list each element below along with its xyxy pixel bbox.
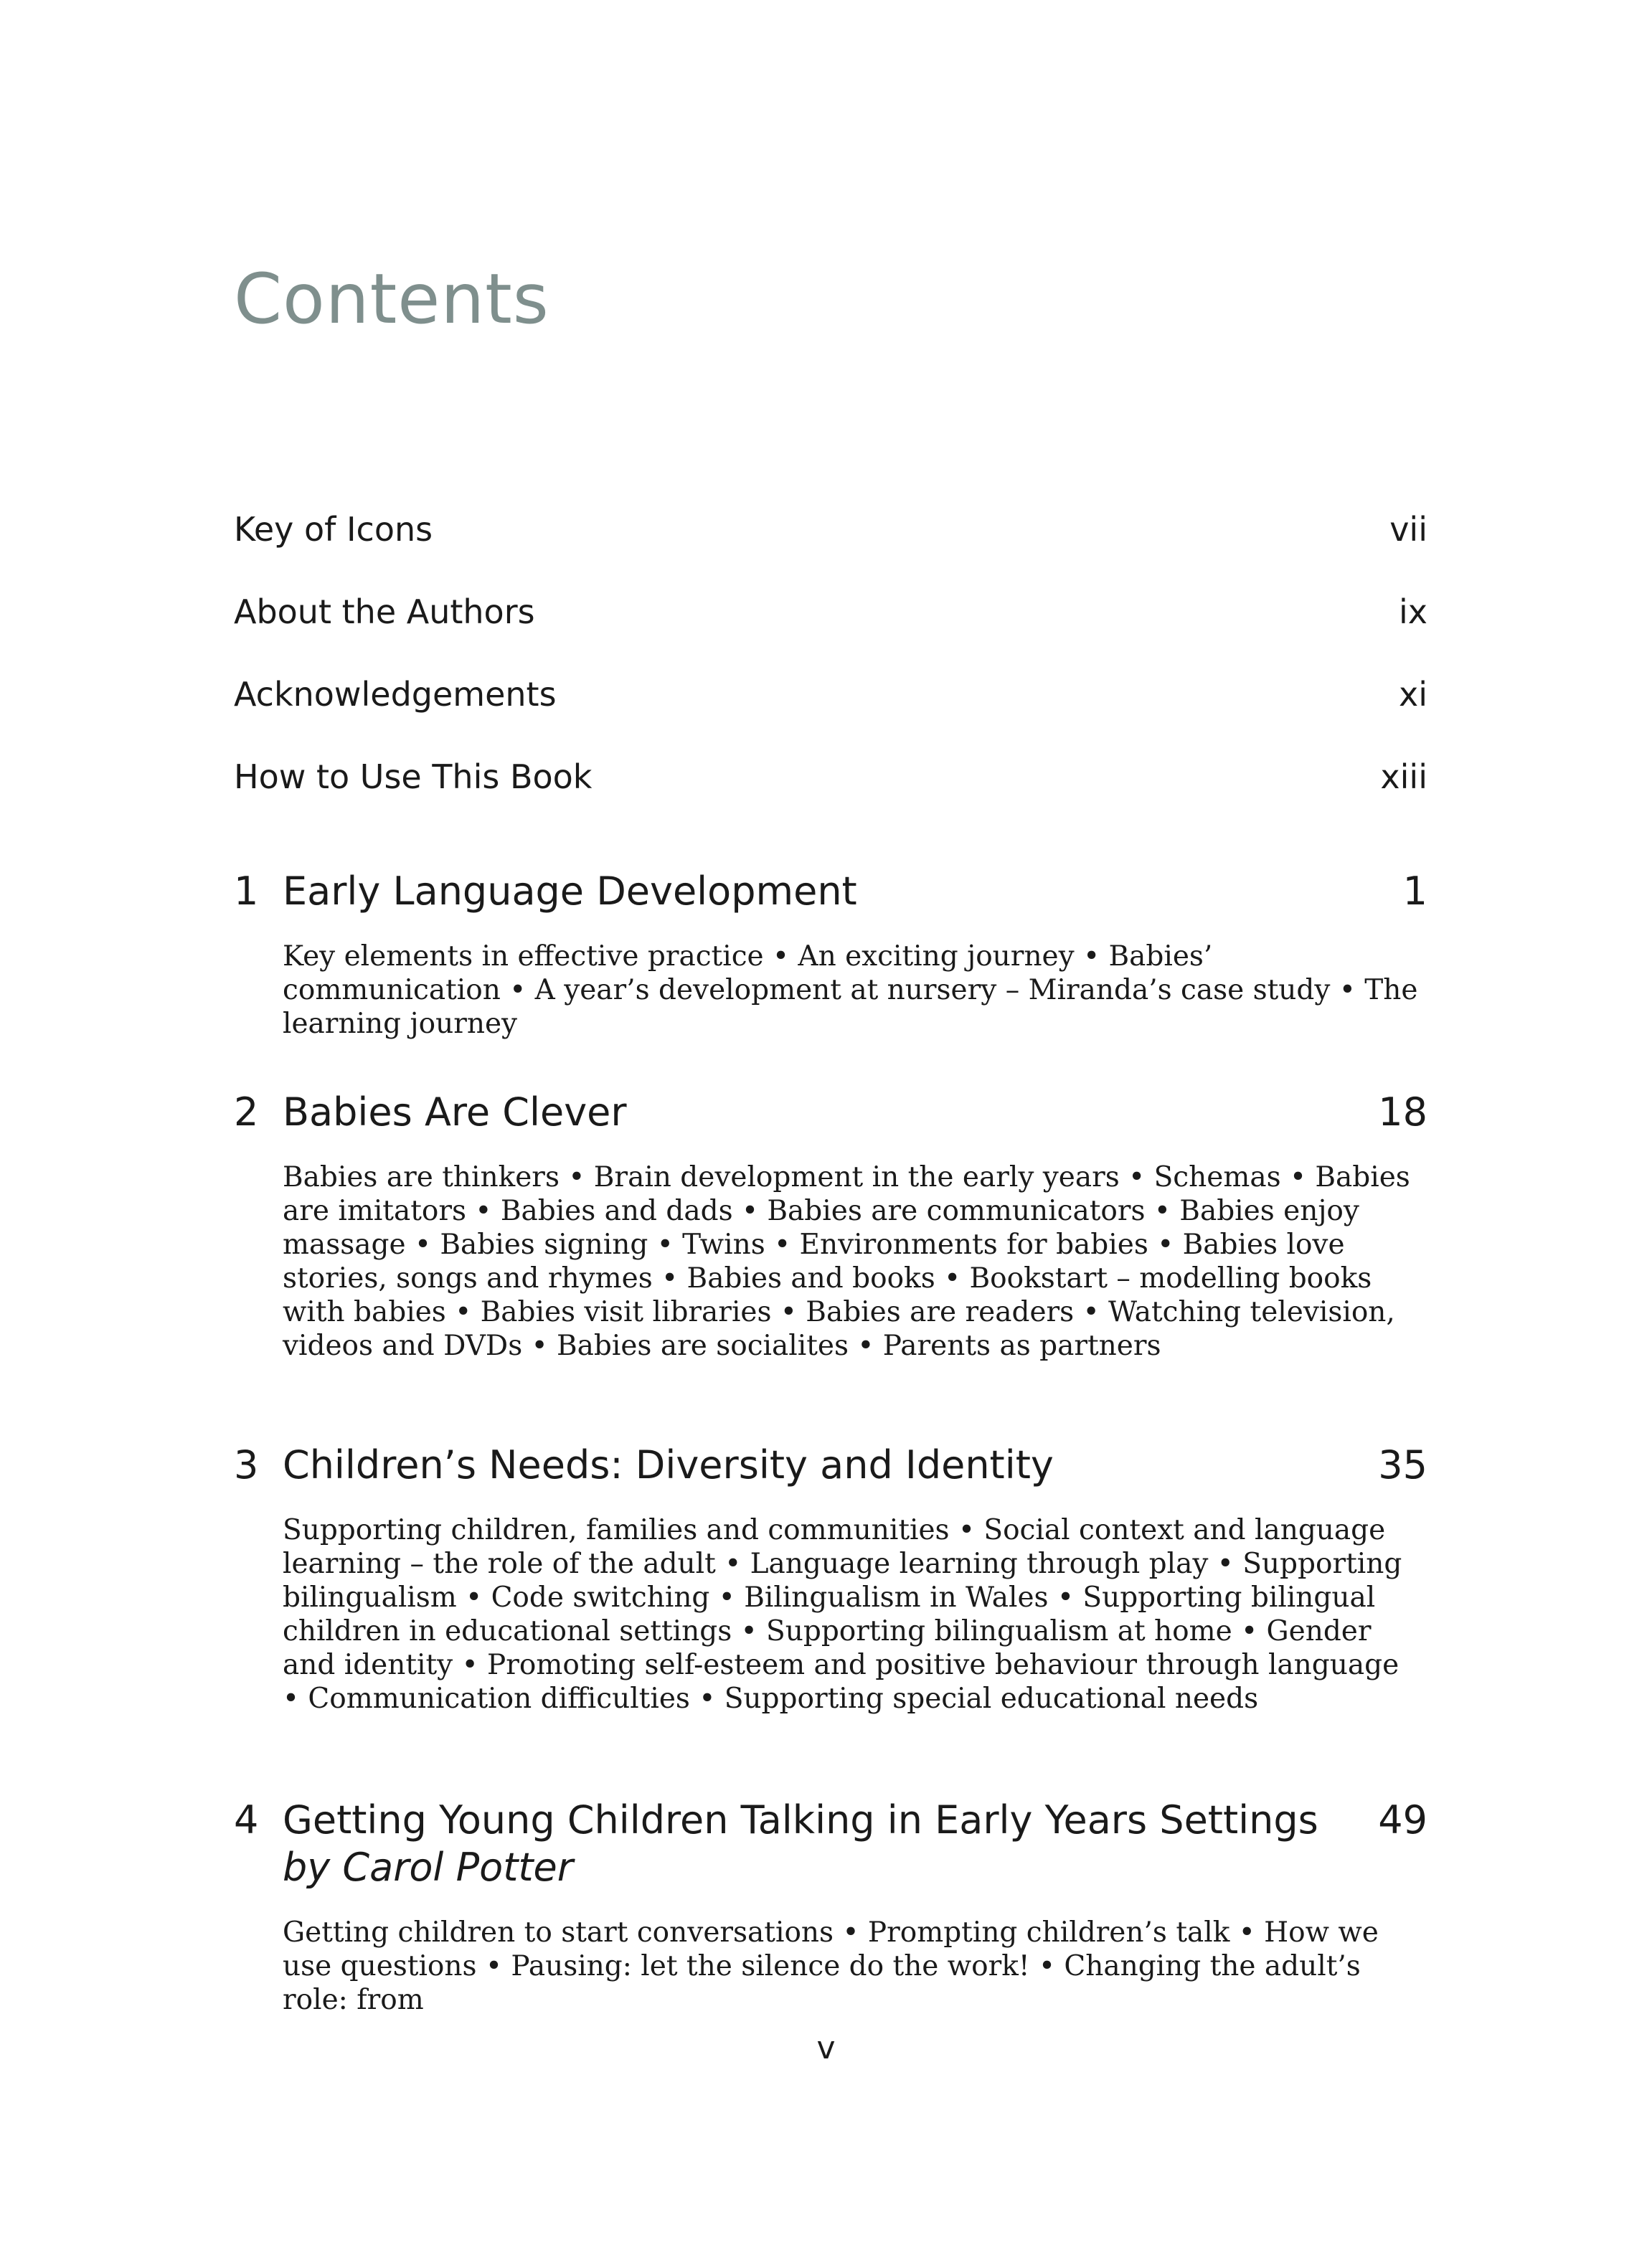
- chapter-heading[interactable]: [234, 868, 1427, 915]
- page-number: v: [816, 2030, 836, 2066]
- toc-entry-key-of-icons[interactable]: [234, 510, 1427, 595]
- chapter-topics: Supporting children, families and communities • Social context and language learning – the role of the adult • Language learning through play • Supporting bilingualism • Code switching • Bilingualism in Wales • Supporting bilingual children in educational settings • Supporting bilingualism at home • Gender and identity • Promoting self-esteem and positive behaviour through language • Communication difficulties • Supporting special educational needs: [283, 1514, 1402, 1715]
- toc-entry-label: Acknowledgements: [234, 675, 557, 714]
- chapter-title: Babies Are Clever: [283, 1089, 627, 1135]
- toc-entry-page: xi: [1398, 675, 1427, 714]
- chapter-title: Early Language Development: [283, 869, 857, 914]
- toc-entry-acknowledgements[interactable]: [234, 675, 1427, 760]
- toc-entry-about-the-authors[interactable]: [234, 592, 1427, 678]
- chapter-title: [283, 1797, 1378, 1891]
- chapter-topics: Getting children to start conversations • Prompting children’s talk • How we use questions • Pausing: let the silence do the work! • Changing the adult’s role: from: [283, 1916, 1379, 2016]
- toc-entry-label: How to Use This Book: [234, 757, 593, 796]
- page-title: Contents: [234, 259, 549, 339]
- toc-entry-how-to-use[interactable]: [234, 757, 1427, 843]
- chapter-1-entry: [234, 868, 1427, 1041]
- chapter-number: 4: [234, 1797, 259, 1843]
- toc-entry-page: xiii: [1380, 757, 1427, 796]
- chapter-page: 1: [1402, 869, 1427, 914]
- toc-entry-label: Key of Icons: [234, 510, 433, 549]
- toc-entry-page: ix: [1398, 592, 1427, 631]
- chapter-topics: Babies are thinkers • Brain development in the early years • Schemas • Babies are imitators • Babies and dads • Babies are communicators • Babies enjoy massage • Babies signing • Twins • Environments for babies • Babies love stories, songs and rhymes • Babies and books • Bookstart – modelling books with babies • Babies visit libraries • Babies are readers • Watching television, videos and DVDs • Babies are socialites • Parents as partners: [283, 1161, 1410, 1362]
- chapter-4-entry: [234, 1797, 1427, 2017]
- chapter-page: 18: [1378, 1089, 1427, 1135]
- chapter-number: 3: [234, 1442, 259, 1488]
- chapter-heading[interactable]: [234, 1442, 1427, 1489]
- toc-entry-page: vii: [1389, 510, 1427, 549]
- front-matter-list: [234, 510, 1427, 843]
- chapter-3-entry: [234, 1442, 1427, 1716]
- chapter-author: by Carol Potter: [283, 1845, 573, 1890]
- chapter-title: Children’s Needs: Diversity and Identity: [283, 1442, 1054, 1488]
- chapter-topics: Key elements in effective practice • An exciting journey • Babies’ communication • A year’s development at nursery – Miranda’s case study • The learning journey: [283, 940, 1418, 1040]
- chapter-heading[interactable]: [234, 1089, 1427, 1136]
- toc-entry-label: About the Authors: [234, 592, 535, 631]
- chapter-2-entry: [234, 1089, 1427, 1363]
- chapter-number: 1: [234, 869, 259, 914]
- chapter-title-text: Getting Young Children Talking in Early Years Settings: [283, 1797, 1318, 1843]
- chapter-number: 2: [234, 1089, 259, 1135]
- chapter-page: 35: [1378, 1442, 1427, 1488]
- chapter-heading[interactable]: [234, 1797, 1427, 1891]
- chapter-page: 49: [1378, 1797, 1427, 1843]
